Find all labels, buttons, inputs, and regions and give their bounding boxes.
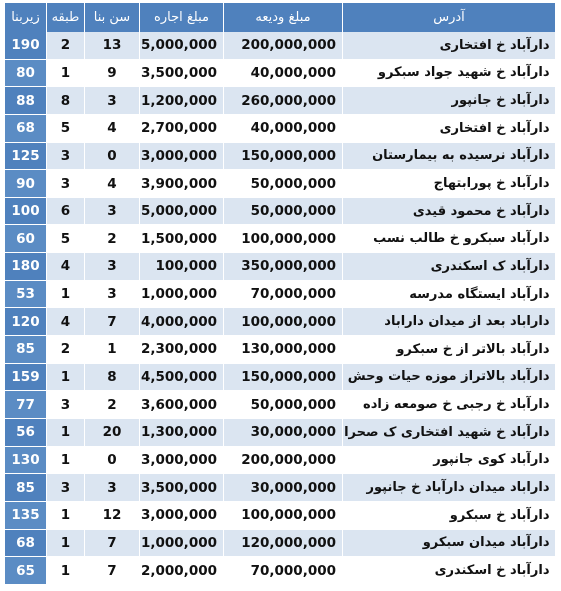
cell-address: دارآباد خ افتخاری — [343, 114, 556, 142]
cell-address: دارآباد ایستگاه مدرسه — [343, 280, 556, 308]
cell-area: 80 — [5, 59, 47, 87]
cell-rent: 1,200,000 — [140, 87, 224, 115]
cell-area: 125 — [5, 142, 47, 170]
cell-area: 130 — [5, 446, 47, 474]
cell-floor: 6 — [47, 197, 85, 225]
table-row — [5, 363, 556, 391]
cell-area: 56 — [5, 418, 47, 446]
cell-rent: 3,500,000 — [140, 474, 224, 502]
cell-floor: 2 — [47, 336, 85, 364]
table-row — [5, 474, 556, 502]
cell-floor: 1 — [47, 280, 85, 308]
cell-address: دارآباد خ اسکندری — [343, 557, 556, 585]
table-row — [5, 418, 556, 446]
cell-address: دارآباد خ پورابتهاج — [343, 170, 556, 198]
cell-deposit: 50,000,000 — [224, 391, 343, 419]
header-floor: طبقه — [47, 3, 85, 32]
cell-rent: 5,000,000 — [140, 32, 224, 59]
cell-age: 3 — [85, 280, 140, 308]
cell-age: 13 — [85, 32, 140, 59]
cell-deposit: 100,000,000 — [224, 501, 343, 529]
cell-area: 65 — [5, 557, 47, 585]
cell-age: 3 — [85, 253, 140, 281]
cell-floor: 1 — [47, 557, 85, 585]
cell-floor: 1 — [47, 418, 85, 446]
cell-floor: 5 — [47, 114, 85, 142]
cell-deposit: 130,000,000 — [224, 336, 343, 364]
table-row — [5, 32, 556, 59]
cell-address: دارآباد خ محمود قیدی — [343, 197, 556, 225]
table-row — [5, 446, 556, 474]
cell-address: دارآباد کوی جانپور — [343, 446, 556, 474]
cell-address: دارآباد نرسیده به بیمارستان — [343, 142, 556, 170]
cell-deposit: 100,000,000 — [224, 308, 343, 336]
cell-age: 4 — [85, 170, 140, 198]
cell-floor: 1 — [47, 446, 85, 474]
table-row — [5, 59, 556, 87]
cell-deposit: 30,000,000 — [224, 474, 343, 502]
table-row — [5, 114, 556, 142]
cell-age: 2 — [85, 225, 140, 253]
cell-area: 88 — [5, 87, 47, 115]
table-row — [5, 280, 556, 308]
table-row — [5, 501, 556, 529]
table-body — [5, 32, 556, 585]
cell-address: دارآباد بالاتراز موزه حیات وحش — [343, 363, 556, 391]
cell-address: دارآباد میدان سبکرو — [343, 529, 556, 557]
cell-rent: 2,700,000 — [140, 114, 224, 142]
table-row — [5, 529, 556, 557]
cell-deposit: 40,000,000 — [224, 59, 343, 87]
cell-age: 0 — [85, 142, 140, 170]
cell-deposit: 70,000,000 — [224, 557, 343, 585]
cell-age: 2 — [85, 391, 140, 419]
cell-age: 12 — [85, 501, 140, 529]
cell-address: دارآباد خ سبکرو — [343, 501, 556, 529]
cell-area: 77 — [5, 391, 47, 419]
cell-age: 3 — [85, 87, 140, 115]
cell-deposit: 100,000,000 — [224, 225, 343, 253]
table-row — [5, 557, 556, 585]
table-row — [5, 87, 556, 115]
cell-rent: 4,000,000 — [140, 308, 224, 336]
cell-rent: 3,000,000 — [140, 142, 224, 170]
cell-area: 90 — [5, 170, 47, 198]
cell-age: 4 — [85, 114, 140, 142]
cell-area: 53 — [5, 280, 47, 308]
table-row — [5, 225, 556, 253]
cell-deposit: 200,000,000 — [224, 32, 343, 59]
cell-floor: 3 — [47, 170, 85, 198]
table-row — [5, 253, 556, 281]
table-header-row — [5, 3, 556, 32]
cell-floor: 1 — [47, 501, 85, 529]
cell-rent: 100,000 — [140, 253, 224, 281]
cell-address: دارآباد خ جانپور — [343, 87, 556, 115]
cell-rent: 4,500,000 — [140, 363, 224, 391]
cell-rent: 2,300,000 — [140, 336, 224, 364]
cell-floor: 1 — [47, 59, 85, 87]
cell-deposit: 350,000,000 — [224, 253, 343, 281]
cell-address: دارآباد ک اسکندری — [343, 253, 556, 281]
table-row — [5, 336, 556, 364]
cell-floor: 5 — [47, 225, 85, 253]
cell-area: 68 — [5, 114, 47, 142]
header-area: زیربنا — [5, 3, 47, 32]
cell-age: 7 — [85, 529, 140, 557]
cell-floor: 1 — [47, 529, 85, 557]
cell-address: دارآباد بالاتر از خ سبکرو — [343, 336, 556, 364]
cell-area: 100 — [5, 197, 47, 225]
cell-rent: 1,300,000 — [140, 418, 224, 446]
cell-age: 3 — [85, 474, 140, 502]
cell-deposit: 50,000,000 — [224, 197, 343, 225]
cell-age: 9 — [85, 59, 140, 87]
cell-area: 135 — [5, 501, 47, 529]
cell-area: 159 — [5, 363, 47, 391]
cell-age: 0 — [85, 446, 140, 474]
cell-area: 85 — [5, 336, 47, 364]
cell-deposit: 50,000,000 — [224, 170, 343, 198]
cell-floor: 2 — [47, 32, 85, 59]
table-row — [5, 391, 556, 419]
cell-address: دارآباد خ شهید افتخاری ک صحرا — [343, 418, 556, 446]
cell-rent: 3,000,000 — [140, 446, 224, 474]
cell-rent: 5,000,000 — [140, 197, 224, 225]
cell-area: 68 — [5, 529, 47, 557]
cell-rent: 1,000,000 — [140, 529, 224, 557]
cell-floor: 1 — [47, 363, 85, 391]
rental-listings-table — [4, 3, 555, 585]
cell-rent: 1,500,000 — [140, 225, 224, 253]
cell-address: دارآباد سبکرو خ طالب نسب — [343, 225, 556, 253]
cell-floor: 4 — [47, 253, 85, 281]
cell-address: داراباد بعد از میدان داراباد — [343, 308, 556, 336]
cell-deposit: 70,000,000 — [224, 280, 343, 308]
listing-table-container — [4, 3, 555, 585]
cell-rent: 2,000,000 — [140, 557, 224, 585]
cell-age: 20 — [85, 418, 140, 446]
header-address: آدرس — [343, 3, 556, 32]
cell-age: 1 — [85, 336, 140, 364]
cell-address: دارآباد خ افتخاری — [343, 32, 556, 59]
table-row — [5, 170, 556, 198]
cell-area: 60 — [5, 225, 47, 253]
cell-floor: 8 — [47, 87, 85, 115]
cell-deposit: 30,000,000 — [224, 418, 343, 446]
cell-address: دارآباد خ شهید جواد سبکرو — [343, 59, 556, 87]
header-deposit: مبلغ ودیعه — [224, 3, 343, 32]
cell-floor: 3 — [47, 391, 85, 419]
cell-area: 120 — [5, 308, 47, 336]
table-row — [5, 197, 556, 225]
cell-rent: 3,900,000 — [140, 170, 224, 198]
cell-floor: 4 — [47, 308, 85, 336]
cell-age: 7 — [85, 557, 140, 585]
header-age: سن بنا — [85, 3, 140, 32]
cell-deposit: 200,000,000 — [224, 446, 343, 474]
cell-area: 190 — [5, 32, 47, 59]
cell-deposit: 120,000,000 — [224, 529, 343, 557]
cell-age: 7 — [85, 308, 140, 336]
cell-area: 180 — [5, 253, 47, 281]
cell-age: 3 — [85, 197, 140, 225]
cell-deposit: 40,000,000 — [224, 114, 343, 142]
cell-area: 85 — [5, 474, 47, 502]
cell-address: داراباد میدان دارآباد خ جانپور — [343, 474, 556, 502]
cell-rent: 3,600,000 — [140, 391, 224, 419]
cell-rent: 3,000,000 — [140, 501, 224, 529]
cell-rent: 1,000,000 — [140, 280, 224, 308]
cell-floor: 3 — [47, 474, 85, 502]
table-row — [5, 142, 556, 170]
cell-address: دارآباد خ رجبی خ صومعه زاده — [343, 391, 556, 419]
table-row — [5, 308, 556, 336]
cell-deposit: 150,000,000 — [224, 142, 343, 170]
cell-deposit: 150,000,000 — [224, 363, 343, 391]
header-rent: مبلغ اجاره — [140, 3, 224, 32]
cell-floor: 3 — [47, 142, 85, 170]
cell-rent: 3,500,000 — [140, 59, 224, 87]
cell-age: 8 — [85, 363, 140, 391]
cell-deposit: 260,000,000 — [224, 87, 343, 115]
